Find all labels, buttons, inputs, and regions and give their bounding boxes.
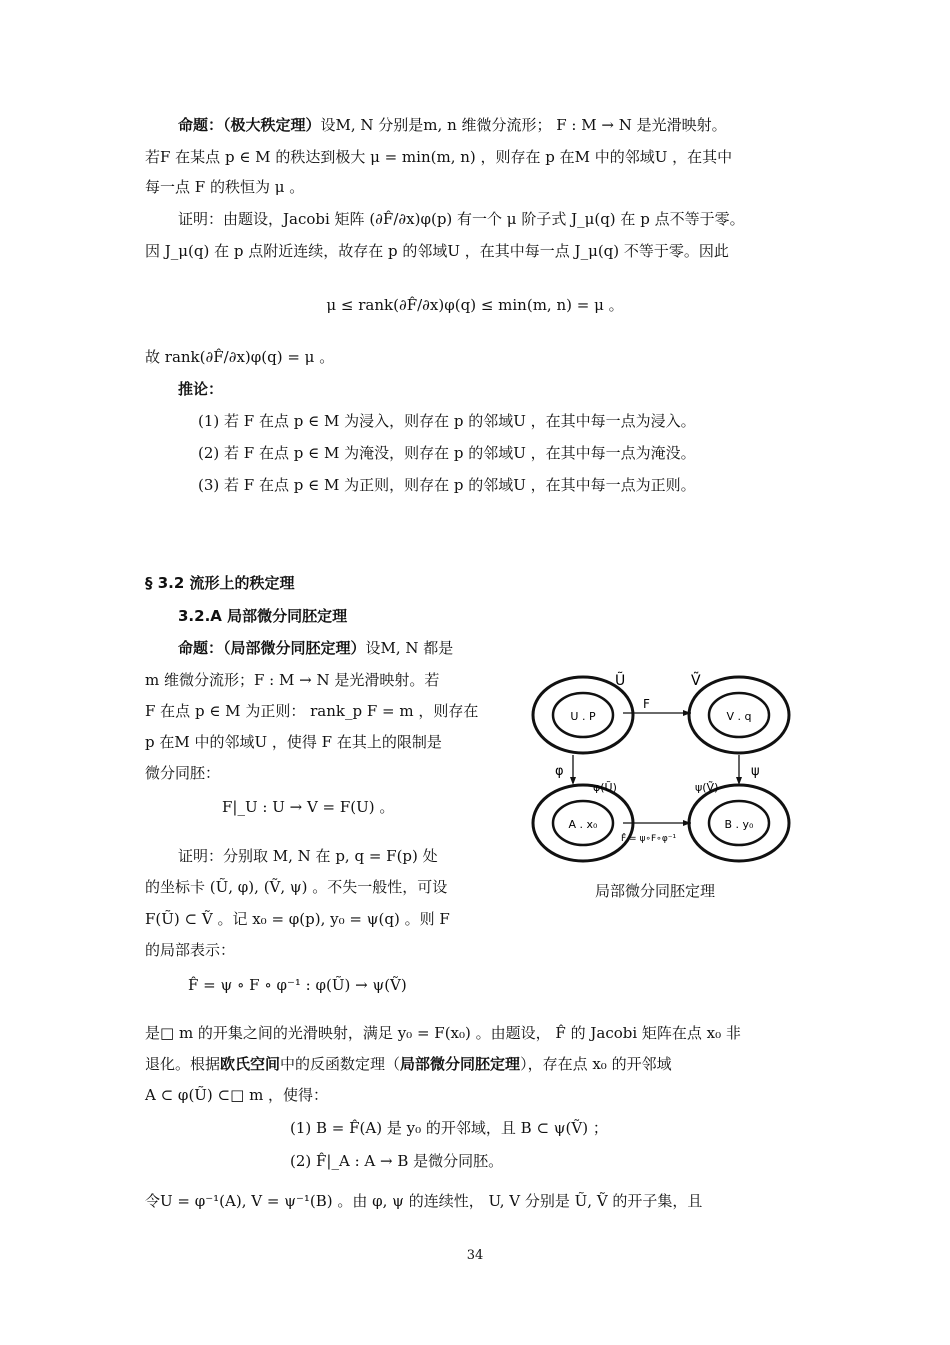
prop2-label: 命题：（局部微分同胚定理）: [178, 639, 366, 657]
arrow-phi-head: [570, 777, 576, 785]
proof2-line4: 的局部表示：: [145, 941, 236, 959]
prop2-equation: F|_U : U → V = F(U) 。: [222, 798, 395, 816]
phi-u-label: φ(Ũ): [593, 781, 617, 794]
prop2-line3: F 在点 p ∈ M 为正则： rank_p F = m ，则存在: [145, 702, 479, 720]
figure-caption: 局部微分同胚定理: [594, 882, 715, 900]
prop2-line2: m 维微分流形；F : M → N 是光滑映射。若: [145, 671, 440, 689]
f-hat-definition: F̂ = ψ∘F∘φ⁻¹: [621, 834, 677, 844]
u-inner-label: U . P: [570, 710, 596, 723]
arrow-f-label: F: [643, 697, 650, 711]
page-number: 34: [466, 1248, 484, 1263]
arrow-phi-label: φ: [555, 764, 564, 779]
proof2-condition-2: (2) F̂|_A : A → B 是微分同胚。: [290, 1152, 504, 1170]
prop1-text1: 设M, N 分别是m, n 维微分流形； F : M → N 是光滑映射。: [320, 116, 727, 134]
u-tilde-label: Ũ: [615, 673, 626, 689]
v-inner-label: V . q: [726, 710, 752, 723]
proof2-line5: 是□ m 的开集之间的光滑映射，满足 y₀ = F(x₀) 。由题设， F̂ 的 Jacobi 矩阵在点 x₀ 非: [145, 1024, 741, 1042]
proof2-line1: 证明：分别取 M, N 在 p, q = F(p) 处: [178, 847, 438, 865]
prop2-line1: [178, 637, 453, 659]
arrow-psi-label: ψ: [751, 764, 760, 779]
proof2-line6: 退化。根据欧氏空间中的反函数定理（局部微分同胚定理），存在点 x₀ 的开邻域: [145, 1055, 672, 1073]
prop2-line5: 微分同胚：: [145, 764, 221, 782]
proof2-condition-1: (1) B = F̂(A) 是 y₀ 的开邻域，且 B ⊂ ψ(Ṽ) ；: [290, 1119, 608, 1137]
corollary-item-1: (1) 若 F 在点 p ∈ M 为浸入，则存在 p 的邻域U ，在其中每一点为浸入。: [198, 412, 696, 430]
proof2-equation: F̂ = ψ ∘ F ∘ φ⁻¹ : φ(Ũ) → ψ(Ṽ): [188, 976, 407, 994]
proof1-line2: 因 J_μ(q) 在 p 点附近连续，故存在 p 的邻域U ，在其中每一点 J_μ(q) 不等于零。因此: [145, 242, 729, 260]
proof2-line7: A ⊂ φ(Ũ) ⊂□ m ，使得：: [145, 1086, 329, 1104]
a-inner-label: A . x₀: [568, 818, 598, 831]
b-inner-label: B . y₀: [724, 818, 754, 831]
corollary-item-2: (2) 若 F 在点 p ∈ M 为淹没，则存在 p 的邻域U ，在其中每一点为淹没。: [198, 444, 696, 462]
prop1-line3: 每一点 F 的秩恒为 μ 。: [145, 178, 305, 196]
proof1-line1: 证明：由题设，Jacobi 矩阵 (∂F̂/∂x)φ(p) 有一个 μ 阶子式 J_μ(q) 在 p 点不等于零。: [178, 210, 745, 228]
subsection-title: 3.2.A 局部微分同胚定理: [178, 607, 348, 625]
corollary-item-3: (3) 若 F 在点 p ∈ M 为正则，则存在 p 的邻域U ，在其中每一点为正则。: [198, 476, 696, 494]
proof2-line2: 的坐标卡 (Ũ, φ), (Ṽ, ψ) 。不失一般性，可设: [145, 878, 448, 896]
corollary-label: 推论：: [178, 380, 224, 398]
psi-v-label: ψ(Ṽ): [695, 781, 719, 794]
proof2-line8: 令U = φ⁻¹(A), V = ψ⁻¹(B) 。由 φ, ψ 的连续性， U, V 分别是 Ũ, Ṽ 的开子集，且: [145, 1192, 703, 1210]
figure-diagram: [525, 665, 815, 875]
prop1-line2: 若F 在某点 p ∈ M 的秩达到极大 μ = min(m, n) ，则存在 p 在M 中的邻域U ，在其中: [145, 148, 733, 166]
prop1-line1: [178, 114, 727, 136]
v-tilde-label: Ṽ: [691, 673, 701, 689]
prop1-label: 命题：（极大秩定理）: [178, 116, 321, 134]
prop2-text1: 设M, N 都是: [365, 639, 454, 657]
proof1-equation: μ ≤ rank(∂F̂/∂x)φ(q) ≤ min(m, n) = μ 。: [326, 296, 624, 314]
section-title: § 3.2 流形上的秩定理: [145, 574, 295, 592]
proof2-line3: F(Ũ) ⊂ Ṽ 。记 x₀ = φ(p), y₀ = ψ(q) 。则 F: [145, 910, 450, 928]
prop2-line4: p 在M 中的邻域U ，使得 F 在其上的限制是: [145, 733, 442, 751]
proof1-line3: 故 rank(∂F̂/∂x)φ(q) = μ 。: [145, 348, 335, 366]
